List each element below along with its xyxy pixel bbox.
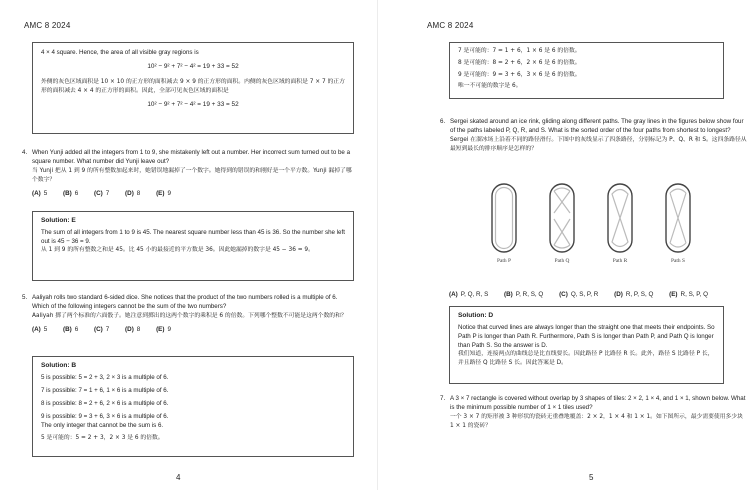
question-5 <box>22 293 355 333</box>
choice-e: (E) R, S, P, Q <box>669 291 709 298</box>
question-text-zh: Aaliyah 掷了两个标准的六面骰子。她注意到掷出的这两个数字的乘积是 6 的倍数。下列哪个整数不可能是这两个数的和？ <box>32 313 347 319</box>
continued-solution-box <box>449 42 724 99</box>
choice-a: (A) P, Q, R, S <box>449 291 489 298</box>
question-text: When Yunji added all the integers from 1 to 9, she mistakenly left out a number. Her incorrect sum turned out to be a square number. What number did Yunji leave out? <box>32 149 351 165</box>
page-number: 4 <box>176 473 181 482</box>
question-6 <box>440 117 748 154</box>
choice-c: (C) 7 <box>94 189 110 197</box>
equation: 10² − 9² + 7² − 4² = 19 + 33 = 52 <box>147 63 239 70</box>
continued-text: 4 × 4 square. Hence, the area of all visible gray regions is <box>41 49 199 56</box>
choice-d: (D) R, P, S, Q <box>614 291 654 298</box>
choice-d: (D) 8 <box>125 189 141 197</box>
choice-e: (E) 9 <box>156 325 171 333</box>
question-4 <box>22 148 355 197</box>
path-p-figure <box>492 184 516 252</box>
label-path-p: Path P <box>497 258 511 264</box>
choice-b: (B) 6 <box>63 325 79 333</box>
solution-line: 8 is possible: 8 = 2 + 6, 2 × 6 is a multiple of 6. <box>41 400 169 407</box>
question-7 <box>440 394 748 431</box>
solution-title: Solution: D <box>458 312 494 319</box>
continued-line-zh: 9 是可能的：9 = 3 + 6，3 × 6 是 6 的倍数。 <box>458 71 581 78</box>
choice-b: (B) P, R, S, Q <box>504 291 544 298</box>
solution-line: The only integer that cannot be the sum is 6. <box>41 422 164 429</box>
path-r-figure <box>608 184 632 252</box>
solution-box-q5 <box>32 356 354 457</box>
solution-text-zh: 从 1 到 9 的所有整数之和是 45。比 45 小的最接近的平方数是 36。因此她漏掉的数字是 45 − 36 = 9。 <box>41 247 314 253</box>
question-text-zh: Sergei 在溜冰场上沿着不同的路径滑行。下图中的灰线显示了四条路径，分别标记为 P、Q、R 和 S。这四条路径从最短到最长的排序顺序是怎样的？ <box>450 137 747 152</box>
choice-a: (A) 5 <box>32 325 48 333</box>
label-path-q: Path Q <box>554 258 570 264</box>
solution-text: The sum of all integers from 1 to 9 is 45. The nearest square number less than 45 is 36. So the number she left out is 45 − 36 = 9. <box>41 229 345 245</box>
continued-line-zh: 7 是可能的：7 = 1 + 6，1 × 6 是 6 的倍数。 <box>458 48 581 54</box>
answer-choices <box>449 291 722 298</box>
continued-line-zh: 8 是可能的：8 = 2 + 6，2 × 6 是 6 的倍数。 <box>458 59 581 66</box>
choice-c: (C) 7 <box>94 325 110 333</box>
page-header: AMC 8 2024 <box>24 21 71 30</box>
choice-d: (D) 8 <box>125 325 141 333</box>
choice-c: (C) Q, S, P, R <box>559 291 599 298</box>
path-q-figure <box>550 184 574 252</box>
question-number: 7. <box>440 395 446 402</box>
question-text: Aaliyah rolls two standard 6-sided dice. She notices that the product of the two numbers rolled is a multiple of 6. Which of the following integers cannot be the sum of the two numbers? <box>32 294 338 310</box>
solution-title: Solution: E <box>41 217 76 224</box>
paths-figure <box>486 183 706 265</box>
question-text: Sergei skated around an ice rink, gliding along different paths. The gray lines in the figures below show four of the paths labeled P, Q, R, and S. What is the sorted order of the four paths from shortest to longest? <box>450 118 744 134</box>
choice-a: (A) 5 <box>32 189 48 197</box>
continued-solution-box <box>32 42 354 134</box>
path-s-figure <box>666 184 690 252</box>
solution-box-q6 <box>449 306 724 384</box>
question-number: 4. <box>22 149 28 156</box>
question-number: 5. <box>22 294 28 301</box>
label-path-r: Path R <box>612 258 628 264</box>
question-number: 6. <box>440 118 446 125</box>
continued-line-zh: 唯一不可能的数字是 6。 <box>458 83 522 90</box>
choice-e: (E) 9 <box>156 189 171 197</box>
page-header: AMC 8 2024 <box>427 21 474 30</box>
question-text: A 3 × 7 rectangle is covered without overlap by 3 shapes of tiles: 2 × 2, 1 × 4, and 1 × 1, shown below. What is the minimum possible number of 1 × 1 tiles used? <box>450 395 746 411</box>
solution-title: Solution: B <box>41 362 77 369</box>
label-path-s: Path S <box>671 258 685 264</box>
question-text-zh: 一个 3 × 7 的矩形被 3 种形状的瓷砖无重叠地覆盖：2 × 2，1 × 4 和 1 × 1。如下图所示，最少需要使用多少块 1 × 1 的瓷砖？ <box>450 414 743 429</box>
answer-choices <box>32 190 355 197</box>
solution-line-zh: 5 是可能的：5 = 2 + 3，2 × 3 是 6 的倍数。 <box>41 435 164 441</box>
choice-b: (B) 6 <box>63 189 79 197</box>
page-5 <box>377 0 754 490</box>
solution-line: 7 is possible: 7 = 1 + 6, 1 × 6 is a multiple of 6. <box>41 387 169 394</box>
answer-choices <box>32 326 355 333</box>
question-text-zh: 当 Yunji 把从 1 到 9 的所有整数加起来时，她错误地漏掉了一个数字。她得到的错误的和刚好是一个平方数。Yunji 漏掉了哪个数字？ <box>32 168 352 183</box>
solution-line: 9 is possible: 9 = 3 + 6, 3 × 6 is a multiple of 6. <box>41 413 169 420</box>
equation: 10² − 9² + 7² − 4² = 19 + 33 = 52 <box>147 100 239 108</box>
solution-text: Notice that curved lines are always longer than the straight one that meets their endpoints. So Path P is longer than Path R. Furthermore, Path S is longer than Path P, and Path Q is longer than Path S. So the answer is D. <box>458 324 715 349</box>
solution-text-zh: 我们知道，连接两点的曲线总是比直线要长。因此路径 P 比路径 R 长。此外，路径 S 比路径 P 长，并且路径 Q 比路径 S 长。因此答案是 D。 <box>458 351 714 366</box>
continued-text-zh: 外侧的灰色区域面积是 10 × 10 的正方形的面积减去 9 × 9 的正方形的面积。内侧的灰色区域的面积是 7 × 7 的正方形的面积减去 4 × 4 的正方形的面积。因此，全部可见灰色区域的面积是 <box>41 79 345 94</box>
page-number: 5 <box>589 473 594 482</box>
solution-box-q4 <box>32 211 354 281</box>
solution-line: 5 is possible: 5 = 2 + 3, 2 × 3 is a multiple of 6. <box>41 374 169 381</box>
